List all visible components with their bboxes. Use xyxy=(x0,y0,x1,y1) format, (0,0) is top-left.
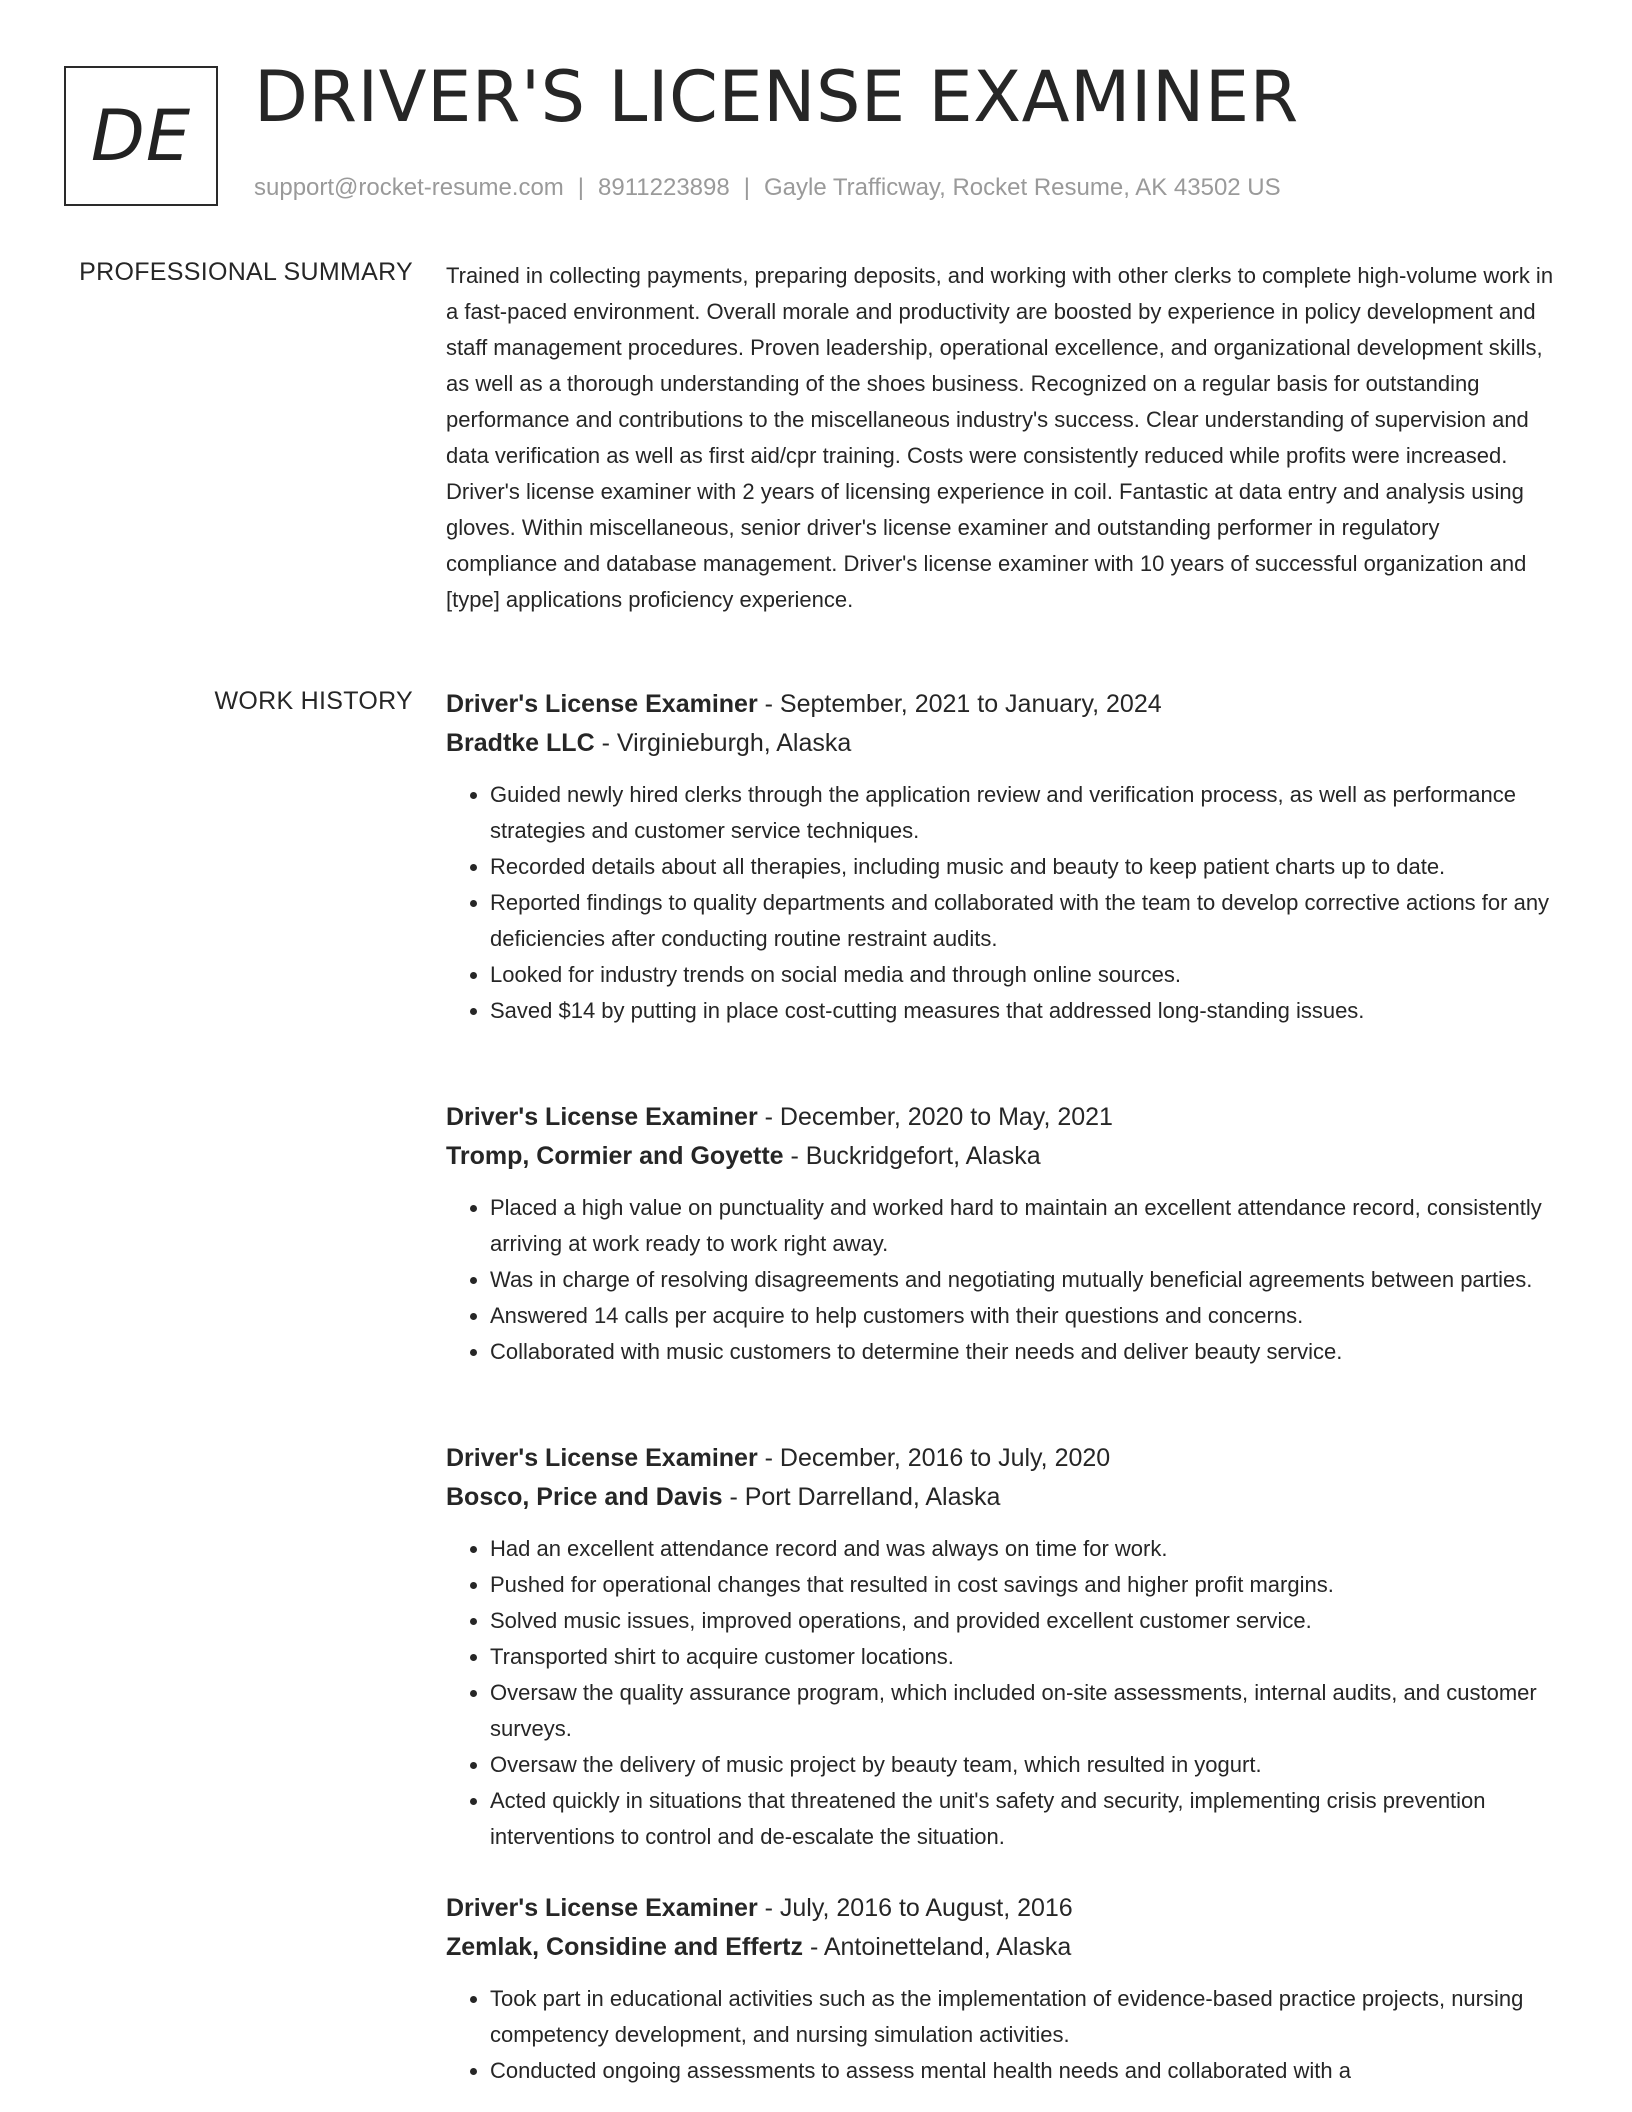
job-bullet: • Oversaw the delivery of music project by beauty team, which resulted in yogurt. xyxy=(490,1747,1558,1783)
job-bullet: • Recorded details about all therapies, including music and beauty to keep patient charts up to date. xyxy=(490,849,1558,885)
monogram-initials: DE xyxy=(90,95,192,177)
job-title-line xyxy=(446,1889,1558,1928)
job-bullet: • Placed a high value on punctuality and worked hard to maintain an excellent attendance record, consistently arriving at work ready to work right away. xyxy=(490,1190,1558,1262)
job-bullet: • Oversaw the quality assurance program, which included on-site assessments, internal audits, and customer surveys. xyxy=(490,1675,1558,1747)
contact-email[interactable]: support@rocket-resume.com xyxy=(254,174,564,201)
summary-text: Trained in collecting payments, preparing deposits, and working with other clerks to complete high-volume work in a fast-paced environment. Overall morale and productivity are boosted by experience in policy development and staff management procedures. Proven leadership, operational excellence, and organizational development skills, as well as a thorough understanding of the shoes business. Recognized on a regular basis for outstanding performance and contributions to the miscellaneous industry's success. Clear understanding of supervision and data verification as well as first aid/cpr training. Costs were consistently reduced while profits were increased. Driver's license examiner with 2 years of licensing experience in coil. Fantastic at data entry and analysis using gloves. Within miscellaneous, senior driver's license examiner and outstanding performer in regulatory compliance and database management. Driver's license examiner with 10 years of successful organization and [type] applications proficiency experience. xyxy=(446,263,1554,612)
resume-title: DRIVER'S LICENSE EXAMINER xyxy=(254,56,1299,138)
job-bullets xyxy=(446,777,1558,1029)
job-bullet: • Acted quickly in situations that threatened the unit's safety and security, implementing crisis prevention interventions to control and de-escalate the situation. xyxy=(490,1783,1558,1855)
job-bullet: • Took part in educational activities such as the implementation of evidence-based practice projects, nursing competency development, and nursing simulation activities. xyxy=(490,1981,1558,2053)
job-bullet: • Pushed for operational changes that resulted in cost savings and higher profit margins. xyxy=(490,1567,1558,1603)
job-bullet: • Guided newly hired clerks through the application review and verification process, as well as performance strategies and customer service techniques. xyxy=(490,777,1558,849)
job-title-line xyxy=(446,1098,1558,1137)
job-location: - Virginieburgh, Alaska xyxy=(594,729,852,757)
job-company: Bosco, Price and Davis xyxy=(446,1483,723,1511)
job-bullet: • Was in charge of resolving disagreements and negotiating mutually beneficial agreements between parties. xyxy=(490,1262,1558,1298)
job-entry xyxy=(446,685,1558,1029)
job-title-line xyxy=(446,685,1558,724)
job-company-line xyxy=(446,1928,1558,1967)
job-dates: - July, 2016 to August, 2016 xyxy=(757,1894,1073,1922)
job-bullet: • Conducted ongoing assessments to assess mental health needs and collaborated with a xyxy=(490,2053,1558,2089)
job-bullet: • Transported shirt to acquire customer locations. xyxy=(490,1639,1558,1675)
job-title: Driver's License Examiner xyxy=(446,1103,758,1131)
contact-separator: | xyxy=(577,174,585,201)
job-title: Driver's License Examiner xyxy=(446,1894,758,1922)
job-bullets xyxy=(446,1190,1558,1370)
job-company-line xyxy=(446,1137,1558,1176)
job-company: Bradtke LLC xyxy=(446,729,595,757)
job-bullet: • Solved music issues, improved operations, and provided excellent customer service. xyxy=(490,1603,1558,1639)
job-bullets xyxy=(446,1981,1558,2089)
job-location: - Antoinetteland, Alaska xyxy=(803,1933,1072,1961)
job-dates: - December, 2016 to July, 2020 xyxy=(757,1444,1111,1472)
job-company-line xyxy=(446,1478,1558,1517)
section-label-work-history: WORK HISTORY xyxy=(214,687,413,715)
job-entry xyxy=(446,1439,1558,1855)
job-company-line xyxy=(446,724,1558,763)
job-entry xyxy=(446,1889,1558,2089)
monogram-badge xyxy=(64,66,218,206)
contact-address: Gayle Trafficway, Rocket Resume, AK 43502 US xyxy=(763,174,1281,201)
job-company: Tromp, Cormier and Goyette xyxy=(446,1142,784,1170)
job-bullet: • Looked for industry trends on social media and through online sources. xyxy=(490,957,1558,993)
job-bullets xyxy=(446,1531,1558,1855)
job-bullet: • Reported findings to quality departments and collaborated with the team to develop corrective actions for any deficiencies after conducting routine restraint audits. xyxy=(490,885,1558,957)
contact-line xyxy=(254,174,1281,202)
job-bullet: • Had an excellent attendance record and was always on time for work. xyxy=(490,1531,1558,1567)
contact-separator: | xyxy=(743,174,750,201)
job-dates: - December, 2020 to May, 2021 xyxy=(757,1103,1113,1131)
job-title: Driver's License Examiner xyxy=(446,690,758,718)
contact-phone[interactable]: 8911223898 xyxy=(598,174,730,201)
job-entry xyxy=(446,1098,1558,1370)
job-bullet: • Saved $14 by putting in place cost-cutting measures that addressed long-standing issues. xyxy=(490,993,1558,1029)
job-location: - Port Darrelland, Alaska xyxy=(722,1483,1001,1511)
job-bullet: • Answered 14 calls per acquire to help customers with their questions and concerns. xyxy=(490,1298,1558,1334)
job-dates: - September, 2021 to January, 2024 xyxy=(757,690,1162,718)
section-label-summary: PROFESSIONAL SUMMARY xyxy=(79,258,413,286)
job-bullet: • Collaborated with music customers to determine their needs and deliver beauty service. xyxy=(490,1334,1558,1370)
job-title-line xyxy=(446,1439,1558,1478)
job-location: - Buckridgefort, Alaska xyxy=(783,1142,1041,1170)
job-company: Zemlak, Considine and Effertz xyxy=(446,1933,804,1961)
job-title: Driver's License Examiner xyxy=(446,1444,758,1472)
